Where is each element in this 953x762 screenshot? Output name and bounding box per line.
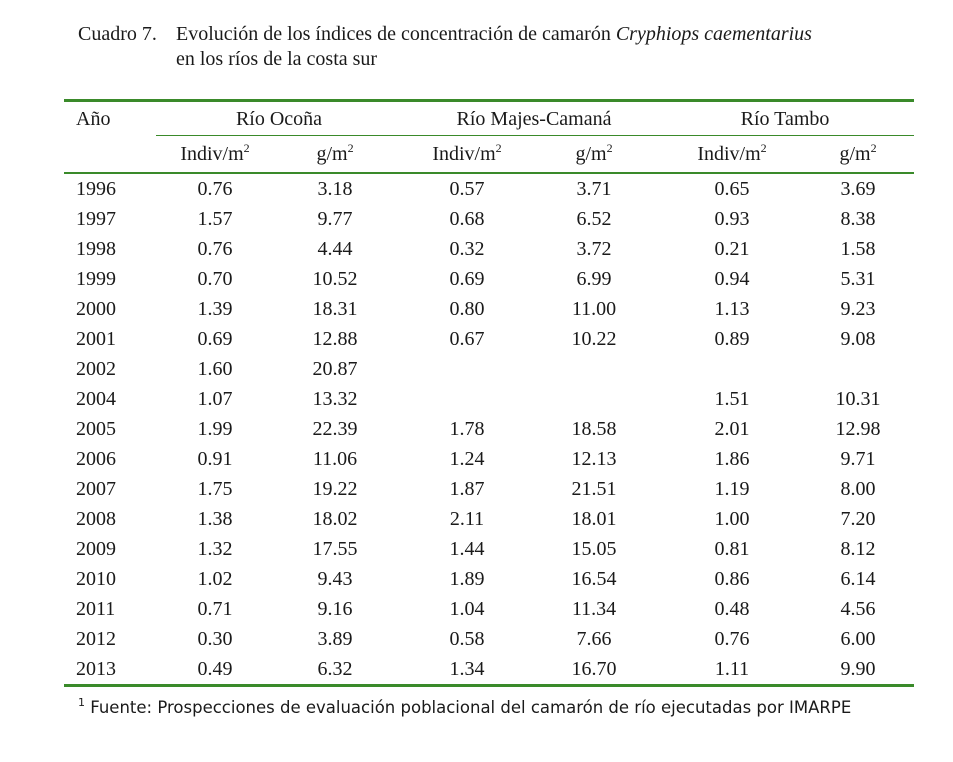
value-cell-tambo-gram: 5.31 xyxy=(840,268,876,290)
unit-exponent: 2 xyxy=(760,141,767,155)
value-cell-ocona-indiv: 1.39 xyxy=(197,298,233,320)
value-cell-ocona-indiv: 0.69 xyxy=(197,328,233,350)
value-cell-ocona-gram: 9.16 xyxy=(317,598,353,620)
value-cell-ocona-indiv: 1.07 xyxy=(197,388,233,410)
value-cell-tambo-indiv: 0.94 xyxy=(714,268,750,290)
value-cell-majes-indiv: 0.57 xyxy=(449,178,485,200)
value-cell-majes-gram: 10.22 xyxy=(571,328,617,350)
value-cell-majes-gram: 15.05 xyxy=(571,538,617,560)
value-cell-ocona-gram: 10.52 xyxy=(312,268,358,290)
value-cell-majes-gram: 3.72 xyxy=(576,238,612,260)
unit-header-ocona-indiv xyxy=(180,136,249,172)
value-cell-majes-indiv: 0.67 xyxy=(449,328,485,350)
value-cell-tambo-gram: 6.14 xyxy=(840,568,876,590)
year-cell: 2010 xyxy=(76,568,116,590)
unit-label: g/m xyxy=(316,143,348,165)
year-cell: 2012 xyxy=(76,628,116,650)
value-cell-majes-gram: 18.58 xyxy=(571,418,617,440)
value-cell-tambo-gram: 12.98 xyxy=(835,418,881,440)
caption-label: Cuadro 7. xyxy=(78,23,157,45)
value-cell-tambo-gram: 8.38 xyxy=(840,208,876,230)
value-cell-tambo-gram: 7.20 xyxy=(840,508,876,530)
value-cell-ocona-indiv: 0.76 xyxy=(197,178,233,200)
table-caption xyxy=(78,22,812,72)
unit-header-ocona-gram xyxy=(316,136,353,172)
unit-label: Indiv/m xyxy=(432,143,496,165)
value-cell-tambo-indiv: 1.86 xyxy=(714,448,750,470)
unit-label: Indiv/m xyxy=(180,143,244,165)
value-cell-tambo-indiv: 0.89 xyxy=(714,328,750,350)
value-cell-majes-indiv: 1.34 xyxy=(449,658,485,680)
value-cell-ocona-indiv: 0.70 xyxy=(197,268,233,290)
value-cell-tambo-indiv: 1.13 xyxy=(714,298,750,320)
value-cell-ocona-indiv: 1.38 xyxy=(197,508,233,530)
value-cell-ocona-indiv: 0.76 xyxy=(197,238,233,260)
value-cell-tambo-indiv: 0.65 xyxy=(714,178,750,200)
year-cell: 2002 xyxy=(76,358,116,380)
value-cell-ocona-indiv: 1.32 xyxy=(197,538,233,560)
value-cell-majes-indiv: 1.89 xyxy=(449,568,485,590)
unit-label: g/m xyxy=(575,143,607,165)
value-cell-tambo-indiv: 0.86 xyxy=(714,568,750,590)
value-cell-majes-gram: 6.52 xyxy=(576,208,612,230)
table-row xyxy=(64,474,914,504)
year-cell: 2007 xyxy=(76,478,116,500)
year-cell: 2013 xyxy=(76,658,116,680)
table-row xyxy=(64,264,914,294)
river-header-tambo: Río Tambo xyxy=(740,108,830,130)
value-cell-majes-gram: 11.34 xyxy=(571,598,617,620)
value-cell-ocona-indiv: 0.49 xyxy=(197,658,233,680)
table-row xyxy=(64,294,914,324)
value-cell-tambo-indiv: 1.19 xyxy=(714,478,750,500)
unit-exponent: 2 xyxy=(870,141,877,155)
unit-header-tambo-gram xyxy=(839,136,876,172)
table-row xyxy=(64,624,914,654)
unit-label: g/m xyxy=(839,143,871,165)
table-row xyxy=(64,174,914,204)
value-cell-tambo-indiv: 0.93 xyxy=(714,208,750,230)
year-cell: 2009 xyxy=(76,538,116,560)
year-cell: 1999 xyxy=(76,268,116,290)
value-cell-ocona-indiv: 1.75 xyxy=(197,478,233,500)
unit-exponent: 2 xyxy=(606,141,613,155)
value-cell-ocona-gram: 12.88 xyxy=(312,328,358,350)
table-row xyxy=(64,354,914,384)
value-cell-ocona-gram: 9.77 xyxy=(317,208,353,230)
value-cell-ocona-gram: 6.32 xyxy=(317,658,353,680)
value-cell-tambo-gram: 8.00 xyxy=(840,478,876,500)
value-cell-tambo-indiv: 0.76 xyxy=(714,628,750,650)
value-cell-majes-indiv: 1.87 xyxy=(449,478,485,500)
table-row xyxy=(64,234,914,264)
value-cell-tambo-indiv: 1.51 xyxy=(714,388,750,410)
year-cell: 2006 xyxy=(76,448,116,470)
value-cell-ocona-gram: 18.02 xyxy=(312,508,358,530)
year-cell: 2000 xyxy=(76,298,116,320)
value-cell-ocona-gram: 4.44 xyxy=(317,238,353,260)
table-row xyxy=(64,564,914,594)
table-row xyxy=(64,594,914,624)
year-header: Año xyxy=(76,108,111,130)
value-cell-tambo-gram: 9.23 xyxy=(840,298,876,320)
value-cell-majes-indiv: 1.24 xyxy=(449,448,485,470)
unit-header-majes-gram xyxy=(575,136,612,172)
value-cell-majes-gram: 3.71 xyxy=(576,178,612,200)
value-cell-ocona-gram: 19.22 xyxy=(312,478,358,500)
caption-title: Evolución de los índices de concentración de camarón xyxy=(176,23,616,45)
value-cell-majes-gram: 7.66 xyxy=(576,628,612,650)
value-cell-ocona-indiv: 1.02 xyxy=(197,568,233,590)
value-cell-ocona-gram: 20.87 xyxy=(312,358,358,380)
caption-line-2: en los ríos de la costa sur xyxy=(176,48,378,70)
value-cell-tambo-indiv: 1.11 xyxy=(714,658,750,680)
table-row xyxy=(64,414,914,444)
value-cell-ocona-gram: 9.43 xyxy=(317,568,353,590)
value-cell-majes-gram: 6.99 xyxy=(576,268,612,290)
year-cell: 2004 xyxy=(76,388,116,410)
value-cell-ocona-indiv: 0.71 xyxy=(197,598,233,620)
value-cell-ocona-gram: 11.06 xyxy=(312,448,358,470)
year-cell: 1996 xyxy=(76,178,116,200)
table-row xyxy=(64,654,914,684)
value-cell-majes-indiv: 1.04 xyxy=(449,598,485,620)
value-cell-tambo-gram: 4.56 xyxy=(840,598,876,620)
value-cell-majes-indiv: 0.80 xyxy=(449,298,485,320)
value-cell-majes-gram: 18.01 xyxy=(571,508,617,530)
value-cell-tambo-gram: 8.12 xyxy=(840,538,876,560)
unit-label: Indiv/m xyxy=(697,143,761,165)
value-cell-majes-indiv: 1.78 xyxy=(449,418,485,440)
value-cell-majes-gram: 16.70 xyxy=(571,658,617,680)
value-cell-ocona-gram: 22.39 xyxy=(312,418,358,440)
table-row xyxy=(64,444,914,474)
table-row xyxy=(64,534,914,564)
header-row-units xyxy=(64,136,914,172)
footnote xyxy=(78,698,851,717)
value-cell-ocona-indiv: 0.30 xyxy=(197,628,233,650)
year-cell: 2001 xyxy=(76,328,116,350)
value-cell-tambo-gram: 10.31 xyxy=(835,388,881,410)
value-cell-majes-indiv: 0.32 xyxy=(449,238,485,260)
value-cell-tambo-gram: 3.69 xyxy=(840,178,876,200)
river-header-majes-camana: Río Majes-Camaná xyxy=(456,108,612,130)
caption-line-1 xyxy=(78,22,812,47)
value-cell-ocona-gram: 17.55 xyxy=(312,538,358,560)
table-bottom-rule xyxy=(64,684,914,687)
year-cell: 2008 xyxy=(76,508,116,530)
unit-header-tambo-indiv xyxy=(697,136,766,172)
value-cell-ocona-gram: 13.32 xyxy=(312,388,358,410)
value-cell-tambo-indiv: 1.00 xyxy=(714,508,750,530)
value-cell-majes-gram: 11.00 xyxy=(571,298,617,320)
unit-header-majes-indiv xyxy=(432,136,501,172)
footnote-marker: 1 xyxy=(78,696,85,709)
caption-species: Cryphiops caementarius xyxy=(615,23,812,45)
value-cell-tambo-gram: 6.00 xyxy=(840,628,876,650)
table-row xyxy=(64,204,914,234)
value-cell-ocona-gram: 18.31 xyxy=(312,298,358,320)
unit-exponent: 2 xyxy=(347,141,354,155)
value-cell-ocona-indiv: 1.99 xyxy=(197,418,233,440)
value-cell-ocona-gram: 3.18 xyxy=(317,178,353,200)
year-cell: 2011 xyxy=(76,598,116,620)
value-cell-ocona-gram: 3.89 xyxy=(317,628,353,650)
value-cell-tambo-gram: 9.08 xyxy=(840,328,876,350)
value-cell-tambo-gram: 9.71 xyxy=(840,448,876,470)
data-table xyxy=(64,99,914,687)
value-cell-majes-indiv: 0.58 xyxy=(449,628,485,650)
value-cell-tambo-indiv: 0.48 xyxy=(714,598,750,620)
value-cell-majes-gram: 16.54 xyxy=(571,568,617,590)
value-cell-tambo-indiv: 2.01 xyxy=(714,418,750,440)
value-cell-majes-indiv: 2.11 xyxy=(449,508,485,530)
value-cell-tambo-indiv: 0.21 xyxy=(714,238,750,260)
value-cell-majes-indiv: 0.69 xyxy=(449,268,485,290)
value-cell-ocona-indiv: 1.60 xyxy=(197,358,233,380)
unit-exponent: 2 xyxy=(243,141,250,155)
value-cell-tambo-gram: 9.90 xyxy=(840,658,876,680)
river-header-ocona: Río Ocoña xyxy=(235,108,323,130)
value-cell-tambo-indiv: 0.81 xyxy=(714,538,750,560)
value-cell-majes-indiv: 0.68 xyxy=(449,208,485,230)
year-cell: 1998 xyxy=(76,238,116,260)
value-cell-ocona-indiv: 0.91 xyxy=(197,448,233,470)
table-row xyxy=(64,504,914,534)
value-cell-ocona-indiv: 1.57 xyxy=(197,208,233,230)
table-row xyxy=(64,324,914,354)
value-cell-majes-indiv: 1.44 xyxy=(449,538,485,560)
footnote-text: Fuente: Prospecciones de evaluación poblacional del camarón de río ejecutadas por IMARPE xyxy=(85,698,852,717)
year-cell: 1997 xyxy=(76,208,116,230)
value-cell-majes-gram: 12.13 xyxy=(571,448,617,470)
value-cell-majes-gram: 21.51 xyxy=(571,478,617,500)
table-body xyxy=(64,174,914,684)
unit-exponent: 2 xyxy=(495,141,502,155)
header-row-rivers xyxy=(64,102,914,136)
value-cell-tambo-gram: 1.58 xyxy=(840,238,876,260)
table-row xyxy=(64,384,914,414)
year-cell: 2005 xyxy=(76,418,116,440)
